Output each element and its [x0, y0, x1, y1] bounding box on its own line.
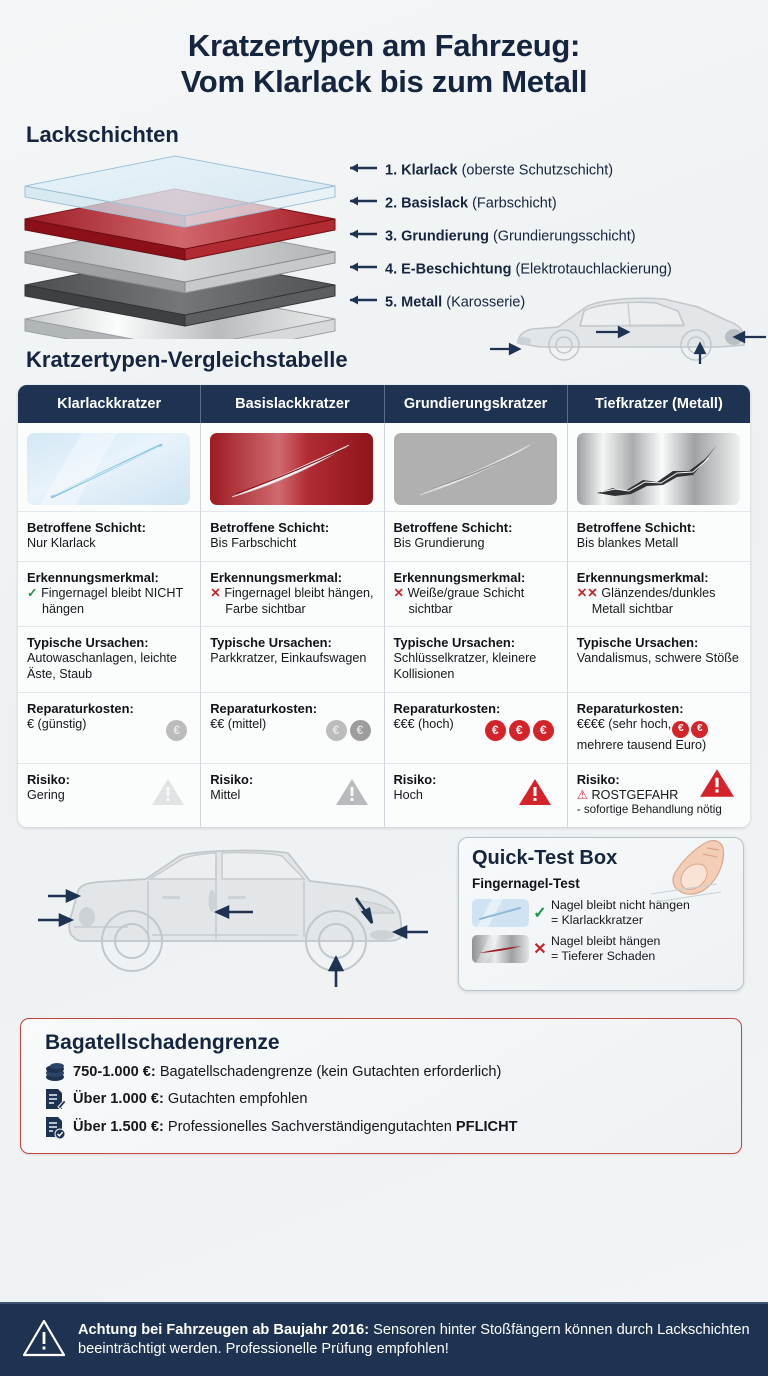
cell-risk-value-1: Mittel	[210, 787, 241, 802]
cross-icon: ✕	[393, 585, 405, 600]
scratch-swatch-klarlack	[27, 433, 190, 505]
bagatell-text-2	[73, 1119, 518, 1135]
cell-risk-2	[385, 763, 568, 827]
swatch-cell-1	[201, 423, 384, 511]
cell-causes-value-3: Vandalismus, schwere Stöße	[576, 651, 739, 666]
layer-label-2-num: 2. Basislack	[385, 195, 469, 212]
layer-label-1	[348, 154, 758, 187]
warning-triangle-icon	[22, 1318, 66, 1363]
cell-layer-value-0: Nur Klarlack	[27, 536, 96, 551]
warning-triangle-icon	[699, 767, 735, 804]
row-label-sign: Erkennungsmerkmal:	[27, 569, 159, 585]
row-label-sign: Erkennungsmerkmal:	[210, 569, 343, 585]
cell-sign-3	[568, 561, 750, 627]
row-label-layer: Betroffene Schicht:	[393, 519, 513, 535]
cell-risk-0	[18, 763, 201, 827]
layers-heading: Lackschichten	[26, 121, 179, 147]
table-row-cost	[18, 692, 750, 763]
quick-test-line2-1: = Tieferer Schaden	[551, 949, 656, 964]
cell-sign-value-0	[27, 586, 191, 617]
layer-label-3-num: 3. Grundierung	[385, 228, 489, 245]
cell-causes-2	[385, 626, 568, 692]
bagatell-bold-tail-2: PFLICHT	[455, 1118, 518, 1135]
cell-sign-1	[201, 561, 384, 627]
cell-cost-extra-3: mehrere tausend Euro)	[576, 737, 707, 752]
quick-test-line2-0: = Klarlackkratzer	[551, 912, 643, 927]
cross-icon: ✕	[210, 585, 221, 600]
row-label-causes: Typische Ursachen:	[27, 635, 149, 651]
row-label-risk: Risiko:	[27, 771, 70, 787]
row-label-layer: Betroffene Schicht:	[210, 519, 330, 535]
quick-test-title: Quick-Test Box	[472, 846, 618, 869]
layer-label-4	[348, 253, 758, 286]
table-col-header-2: Grundierungskratzer	[385, 385, 568, 423]
arrow-left-icon	[348, 154, 378, 187]
euro-coin-icon: €	[166, 720, 187, 741]
sign-text-2: Weiße/graue Schicht sichtbar	[407, 585, 525, 616]
cell-cost-value-3	[577, 717, 741, 738]
bagatell-row-2	[43, 1115, 725, 1139]
swatch-deep-scratch	[472, 935, 529, 963]
bagatell-row-0	[43, 1061, 725, 1083]
swatch-cell-0	[18, 423, 201, 511]
cell-causes-value-1: Parkkratzer, Einkaufswagen	[210, 651, 367, 666]
cost-text-3: €€€€ (sehr hoch,	[576, 717, 672, 732]
row-label-layer: Betroffene Schicht:	[576, 519, 696, 535]
cell-layer-value-2: Bis Grundierung	[393, 536, 485, 551]
title-line-2: Vom Klarlack bis zum Metall	[180, 63, 588, 99]
table-col-header-0: Klarlackkratzer	[18, 385, 201, 423]
cost-coins-2	[485, 720, 554, 741]
cell-causes-value-0: Autowaschanlagen, leichte Äste, Staub	[27, 651, 177, 682]
warning-small-icon: ⚠	[576, 787, 589, 802]
layer-label-1-num: 1. Klarlack	[385, 162, 458, 179]
footer-bold-text: Achtung bei Fahrzeugen ab Baujahr 2016:	[78, 1321, 370, 1338]
cell-cost-1	[201, 692, 384, 763]
row-label-cost: Reparaturkosten:	[27, 700, 134, 716]
document-check-icon	[43, 1115, 73, 1139]
bagatell-box	[20, 1018, 742, 1154]
arrow-left-icon	[348, 220, 378, 253]
bagatell-text-0	[73, 1064, 501, 1080]
cost-coins-0	[166, 720, 187, 741]
layer-label-5-desc: (Karosserie)	[442, 294, 526, 311]
cell-sign-value-3	[577, 586, 741, 617]
bagatell-amount-0: 750-1.000 €:	[73, 1063, 156, 1080]
check-icon: ✓	[27, 585, 38, 600]
cell-causes-0	[18, 626, 201, 692]
quick-test-line1-1: Nagel bleibt hängen	[551, 934, 661, 949]
cell-causes-3	[568, 626, 750, 692]
bagatell-amount-1: Über 1.000 €:	[73, 1090, 164, 1107]
warning-triangle-icon	[151, 777, 185, 812]
coins-icon	[43, 1061, 73, 1083]
euro-coin-icon: €	[485, 720, 506, 741]
cell-layer-value-1: Bis Farbschicht	[210, 536, 297, 551]
lower-section	[0, 837, 768, 1012]
layer-stack-svg	[10, 154, 350, 339]
row-label-risk: Risiko:	[210, 771, 254, 787]
cell-cost-2	[385, 692, 568, 763]
row-label-causes: Typische Ursachen:	[576, 635, 699, 651]
comparison-table-wrap	[18, 385, 750, 827]
row-label-sign: Erkennungsmerkmal:	[393, 569, 526, 585]
row-label-cost: Reparaturkosten:	[210, 700, 317, 716]
euro-coin-icon: €	[691, 721, 708, 738]
swatch-clearcoat	[472, 899, 529, 927]
table-row-causes	[18, 626, 750, 692]
cost-coins-1	[326, 720, 371, 741]
quick-test-box	[458, 837, 744, 991]
layer-label-2	[348, 187, 758, 220]
title-line-1: Kratzertypen am Fahrzeug:	[187, 28, 581, 63]
sign-text-0: Fingernagel bleibt NICHT hängen	[41, 585, 183, 616]
swatch-cell-2	[385, 423, 568, 511]
double-cross-icon: ✕✕	[576, 585, 598, 600]
cell-layer-3	[568, 511, 750, 561]
layer-label-2-desc: (Farbschicht)	[468, 195, 557, 212]
car-top-illustration	[488, 285, 768, 365]
cell-cost-0	[18, 692, 201, 763]
footer-warning-bar	[0, 1302, 768, 1376]
cell-layer-0	[18, 511, 201, 561]
risk-text-3: ROSTGEFAHR	[591, 787, 679, 802]
cell-layer-2	[385, 511, 568, 561]
scratch-swatch-metall	[577, 433, 740, 505]
cell-causes-1	[201, 626, 384, 692]
euro-coin-icon: €	[326, 720, 347, 741]
cross-icon: ✕	[533, 941, 547, 959]
finger-icon	[651, 840, 737, 910]
sign-text-1: Fingernagel bleibt hängen, Farbe sichtbar	[224, 585, 374, 616]
bagatell-row-1	[43, 1087, 725, 1111]
table-heading: Kratzertypen-Vergleichstabelle	[26, 346, 348, 372]
document-pen-icon	[43, 1087, 73, 1111]
layer-label-1-desc: (oberste Schutzschicht)	[457, 162, 614, 179]
quick-test-text-1	[551, 934, 660, 964]
bagatell-desc-2: Professionelles Sachverständigengutachten	[163, 1118, 456, 1135]
layer-label-4-desc: (Elektrotauchlackierung)	[511, 261, 672, 278]
cell-sign-2	[385, 561, 568, 627]
table-row-swatches	[18, 423, 750, 511]
row-label-cost: Reparaturkosten:	[576, 700, 684, 716]
quick-test-subtitle: Fingernagel-Test	[472, 875, 580, 891]
cell-cost-3	[568, 692, 750, 763]
table-row-risk	[18, 763, 750, 827]
cell-cost-value-1: €€ (mittel)	[210, 717, 267, 732]
cell-sign-0	[18, 561, 201, 627]
cell-risk-value-0: Gering	[27, 787, 65, 802]
row-label-causes: Typische Ursachen:	[210, 635, 332, 651]
quick-test-line1-0: Nagel bleibt nicht hängen	[551, 897, 690, 912]
row-label-risk: Risiko:	[576, 771, 620, 787]
arrow-left-icon	[348, 286, 378, 319]
table-row-sign	[18, 561, 750, 627]
cell-sign-value-1	[210, 586, 374, 617]
comparison-table	[18, 385, 750, 827]
layer-label-3-desc: (Grundierungsschicht)	[488, 228, 636, 245]
bagatell-desc-0: Bagatellschadengrenze (kein Gutachten erforderlich)	[155, 1063, 502, 1080]
layer-label-5-num: 5. Metall	[385, 294, 443, 311]
euro-coin-icon: €	[672, 721, 689, 738]
scratch-swatch-grundierung	[394, 433, 557, 505]
cell-risk-3	[568, 763, 750, 827]
table-col-header-3: Tiefkratzer (Metall)	[568, 385, 750, 423]
bagatell-text-1	[73, 1091, 307, 1107]
cell-layer-value-3: Bis blankes Metall	[576, 536, 679, 551]
car-side-illustration	[10, 839, 450, 989]
table-header-row	[18, 385, 750, 423]
swatch-cell-3	[568, 423, 750, 511]
footer-normal-text: Sensoren hinter Stoßfängern können durch Lackschichten beeinträchtigt werden. Professionelle Prüfung empfohlen!	[78, 1321, 750, 1357]
footer-text	[78, 1321, 768, 1360]
arrow-left-icon	[348, 253, 378, 286]
cell-risk-note-3: - sofortige Behandlung nötig	[576, 803, 722, 817]
warning-triangle-icon	[518, 777, 552, 812]
bagatell-desc-1: Gutachten empfohlen	[163, 1090, 308, 1107]
layer-label-3	[348, 220, 758, 253]
arrow-left-icon	[348, 187, 378, 220]
warning-triangle-icon	[335, 777, 369, 812]
quick-test-row-1	[472, 934, 743, 964]
cell-risk-1	[201, 763, 384, 827]
row-label-cost: Reparaturkosten:	[393, 700, 501, 716]
cell-layer-1	[201, 511, 384, 561]
scratch-swatch-basislack	[210, 433, 373, 505]
row-label-causes: Typische Ursachen:	[393, 635, 516, 651]
cell-cost-value-0: € (günstig)	[27, 717, 87, 732]
euro-coin-icon: €	[350, 720, 371, 741]
row-label-sign: Erkennungsmerkmal:	[576, 569, 709, 585]
sign-text-3: Glänzendes/dunkles Metall sichtbar	[591, 585, 716, 616]
cell-sign-value-2	[394, 586, 558, 617]
layer-label-4-num: 4. E-Beschichtung	[385, 261, 512, 278]
row-label-layer: Betroffene Schicht:	[27, 519, 146, 535]
cell-causes-value-2: Schlüsselkratzer, kleinere Kollisionen	[393, 651, 537, 682]
page-title	[0, 0, 768, 100]
table-col-header-1: Basislackkratzer	[201, 385, 384, 423]
bagatell-amount-2: Über 1.500 €:	[73, 1118, 164, 1135]
cell-risk-value-2: Hoch	[393, 787, 423, 802]
cell-cost-value-2: €€€ (hoch)	[393, 717, 454, 732]
euro-coin-icon: €	[533, 720, 554, 741]
euro-coin-icon: €	[509, 720, 530, 741]
table-row-layer	[18, 511, 750, 561]
check-icon: ✓	[533, 904, 547, 922]
bagatell-title: Bagatellschadengrenze	[45, 1030, 280, 1054]
row-label-risk: Risiko:	[393, 771, 437, 787]
